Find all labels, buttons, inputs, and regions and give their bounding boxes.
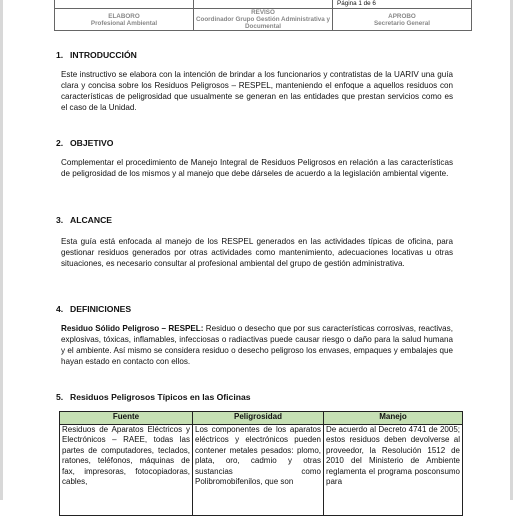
section-heading-objetivo: 2. OBJETIVO (56, 138, 114, 148)
section-title: OBJETIVO (70, 138, 114, 148)
section-heading-definiciones: 4. DEFINICIONES (56, 304, 132, 314)
header-col-aprobo (333, 9, 472, 31)
table-row (60, 425, 463, 516)
header-value: Secretario General (373, 19, 430, 27)
definition-term: Residuo Sólido Peligroso – RESPEL: (61, 324, 204, 333)
header-label: ELABORO (108, 12, 140, 20)
approval-header-table (54, 0, 472, 31)
section-title: INTRODUCCIÓN (70, 50, 137, 60)
section-body-objetivo: Complementar el procedimiento de Manejo Integral de Residuos Peligrosos en relación a las características de peligrosidad de los mismos y al manejo que debe dárseles de acuerdo a la legislación ambiental vigente. (61, 158, 453, 178)
header-label: REVISO (251, 9, 275, 16)
section-body-introduccion: Este instructivo se elabora con la intención de brindar a los funcionarios y contratistas de la UARIV una guía clara y concisa sobre los Residuos Peligrosos – RESPEL, manteniendo el enfoque a aquellos residuos con características de peligrosidad que usualmente se generan en las entidades que prestan servicios como es el caso de la Unidad. (61, 70, 453, 112)
section-title: DEFINICIONES (70, 304, 132, 314)
table-header-peligrosidad: Peligrosidad (193, 412, 324, 425)
section-heading-introduccion: 1. INTRODUCCIÓN (56, 50, 137, 60)
page-counter: Página 1 de 6 (333, 0, 472, 9)
header-value: Coordinador Grupo Gestión Administrativa y Documental (195, 16, 331, 30)
section-heading-alcance: 3. ALCANCE (56, 215, 113, 225)
section-title: ALCANCE (70, 215, 113, 225)
header-value: Profesional Ambiental (90, 19, 158, 27)
table-cell-peligrosidad: Los componentes de los aparatos eléctricos y electrónicos pueden contener metales pesados: plomo, plata, oro, cadmio y otras sustancias como Polibromobifenilos, que son (193, 425, 324, 516)
page-edge (0, 0, 3, 500)
table-cell-manejo: De acuerdo al Decreto 4741 de 2005; estos residuos deben devolverse al proveedor, la Resolución 1512 de 2010 del Ministerio de Ambiente reglamenta el programa posconsumo para (324, 425, 463, 516)
table-cell-fuente: Residuos de Aparatos Eléctricos y Electrónicos – RAEE, todas las partes de computadores, teclados, ratones, teléfonos, máquinas de fax, impresoras, fotocopiadoras, cables, (60, 425, 193, 516)
header-label: APROBO (388, 12, 416, 20)
section-heading-residuos: 5. Residuos Peligrosos Típicos en las Oficinas (56, 392, 251, 402)
section-body-definiciones (61, 324, 453, 368)
table-header-row (60, 412, 463, 425)
definition-text: Residuo o desecho que por sus características corrosivas, reactivas, explosivas, tóxicas, inflamables, infecciosas o radiactivas puede causar riesgo o daño para la salud humana y el ambiente. Así mismo se considera residuo o desecho peligroso los envases, empaques y embalajes que hayan estado en contacto con ellos. (61, 324, 453, 366)
header-cell-empty (194, 0, 333, 9)
respel-table (59, 411, 463, 516)
table-header-manejo: Manejo (324, 412, 463, 425)
header-col-elaboro (55, 9, 194, 31)
header-cell-empty (55, 0, 194, 9)
section-title: Residuos Peligrosos Típicos en las Oficinas (70, 392, 251, 402)
section-body-alcance: Esta guía está enfocada al manejo de los RESPEL generados en las actividades típicas de oficina, para gestionar residuos generados por otras actividades como mantenimiento, adecuaciones locativas u otras situaciones, es necesario consultar al profesional ambiental del grupo de gestión administrativa. (61, 237, 453, 268)
table-header-fuente: Fuente (60, 412, 193, 425)
header-col-reviso (194, 9, 333, 31)
